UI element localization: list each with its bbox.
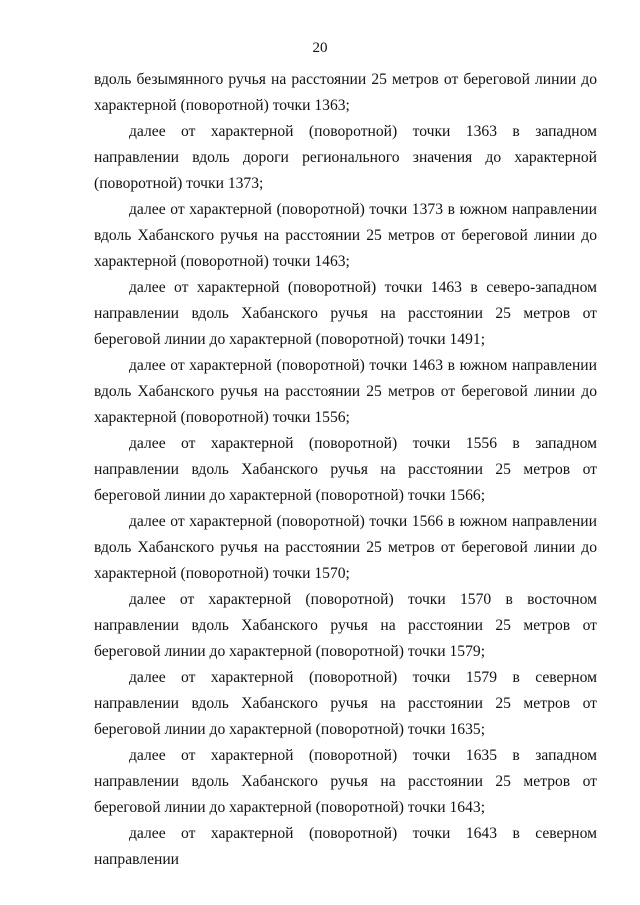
paragraph-10: далее от характерной (поворотной) точки 1635 в западном направлении вдоль Хабанского ручья на расстоянии 25 метров от береговой линии до характерной (поворотной) точки 1643; — [94, 747, 597, 816]
paragraph-1: вдоль безымянного ручья на расстоянии 25 метров от береговой линии до характерной (поворотной) точки 1363; — [94, 71, 597, 114]
document-body — [94, 67, 597, 873]
paragraph-3: далее от характерной (поворотной) точки 1373 в южном направлении вдоль Хабанского ручья на расстоянии 25 метров от береговой линии до характерной (поворотной) точки 1463; — [94, 201, 597, 270]
paragraph-7: далее от характерной (поворотной) точки 1566 в южном направлении вдоль Хабанского ручья на расстоянии 25 метров от береговой линии до характерной (поворотной) точки 1570; — [94, 513, 597, 582]
paragraph-8: далее от характерной (поворотной) точки 1570 в восточном направлении вдоль Хабанского ручья на расстоянии 25 метров от береговой линии до характерной (поворотной) точки 1579; — [94, 591, 597, 660]
paragraph-4: далее от характерной (поворотной) точки 1463 в северо-западном направлении вдоль Хабанского ручья на расстоянии 25 метров от береговой линии до характерной (поворотной) точки 1491; — [94, 279, 597, 348]
paragraph-2: далее от характерной (поворотной) точки 1363 в западном направлении вдоль дороги регионального значения до характерной (поворотной) точки 1373; — [94, 123, 597, 192]
page-number: 20 — [312, 40, 328, 56]
paragraph-11: далее от характерной (поворотной) точки 1643 в северном направлении — [94, 825, 597, 868]
paragraph-9: далее от характерной (поворотной) точки 1579 в северном направлении вдоль Хабанского ручья на расстоянии 25 метров от береговой линии до характерной (поворотной) точки 1635; — [94, 669, 597, 738]
paragraph-5: далее от характерной (поворотной) точки 1463 в южном направлении вдоль Хабанского ручья на расстоянии 25 метров от береговой линии до характерной (поворотной) точки 1556; — [94, 357, 597, 426]
paragraph-6: далее от характерной (поворотной) точки 1556 в западном направлении вдоль Хабанского ручья на расстоянии 25 метров от береговой линии до характерной (поворотной) точки 1566; — [94, 435, 597, 504]
